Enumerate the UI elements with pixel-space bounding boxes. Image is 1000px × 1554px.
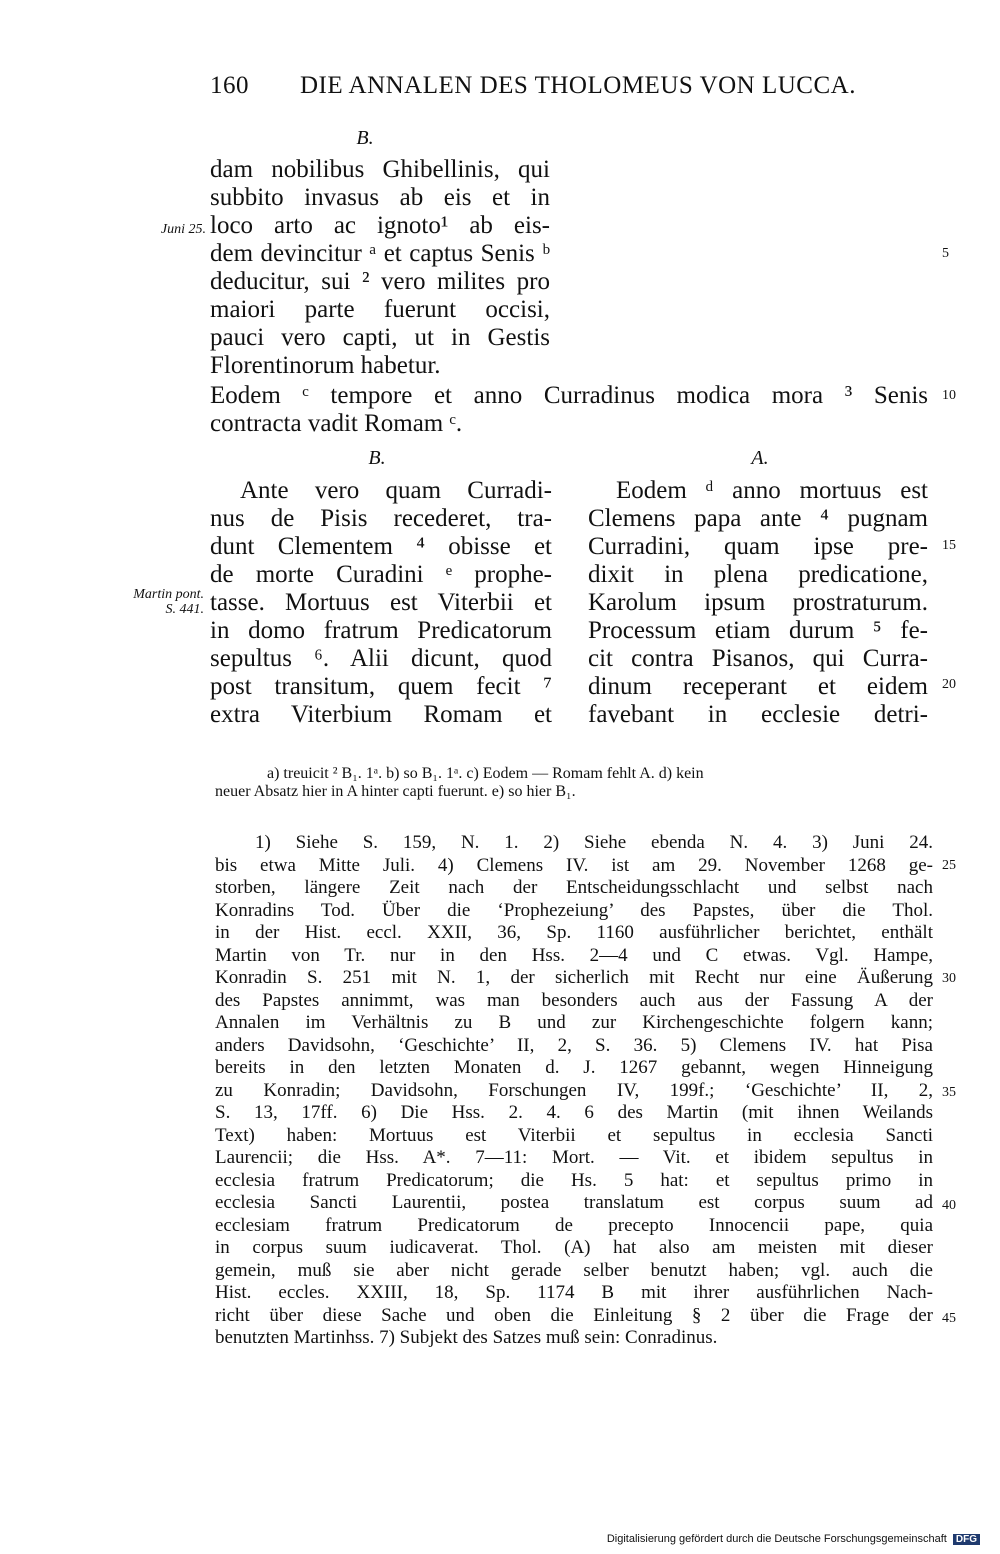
text-line: tasse. Mortuus est Viterbii et <box>210 589 552 616</box>
text-line: dem devincitur ᵃ et captus Senis ᵇ <box>210 240 550 267</box>
footnote-line: Konradin S. 251 mit N. 1, der sicherlich mit Recht nur eine Äußerung <box>215 967 933 988</box>
text-line: dixit in plena predicatione, <box>588 561 928 588</box>
text-line: Clemens papa ante ⁴ pugnam <box>588 505 928 532</box>
footnote-line: ecclesia fratrum Predicatorum; die Hs. 5 hat: et sepultus primo in <box>215 1169 933 1191</box>
footnote-line: gemein, muß sie aber nicht gerade selber benutzt haben; vgl. auch die <box>215 1259 933 1281</box>
margin-note-line: S. 441. <box>165 602 204 617</box>
text-line: sepultus ⁶. Alii dicunt, quod <box>210 645 552 672</box>
line-number: 20 <box>942 677 956 692</box>
column-label-b: B. <box>368 447 386 469</box>
footnote-line: 1) Siehe S. 159, N. 1. 2) Siehe ebenda N. 4. 3) Juni 24. <box>255 832 933 853</box>
text-line: Karolum ipsum prostraturum. <box>588 589 928 616</box>
text-line: Curradini, quam ipse pre- <box>588 533 928 560</box>
footnote-line: bereits in den letzten Monaten d. J. 1267 gebannt, wegen Hinneigung <box>215 1057 933 1078</box>
footnote-line: benutzten Martinhss. 7) Subjekt des Satzes muß sein: Conradinus. <box>215 1327 718 1348</box>
dfg-logo: DFG <box>953 1534 980 1545</box>
footnote-line: Hist. eccles. XXIII, 18, Sp. 1174 B mit ihrer ausführlichen Nach- <box>215 1282 933 1303</box>
footnote-line: Laurencii; die Hss. A*. 7—11: Mort. — Vit. et ibidem sepultus in <box>215 1147 933 1168</box>
footnote-line: bis etwa Mitte Juli. 4) Clemens IV. ist am 29. November 1268 ge- <box>215 854 933 876</box>
page-number: 160 <box>210 72 249 99</box>
text-line: deducitur, sui ² vero milites pro <box>210 268 550 295</box>
text-line: post transitum, quem fecit ⁷ <box>210 673 552 700</box>
footer-text: Digitalisierung gefördert durch die Deutsche Forschungsgemeinschaft <box>606 1533 947 1545</box>
text-line: Eodem ᵈ anno mortuus est <box>616 477 928 504</box>
text-line: extra Viterbium Romam et <box>210 701 552 728</box>
footnote-line: Annalen im Verhältnis zu B und zur Kirchengeschichte folgern kann; <box>215 1012 933 1033</box>
footnote-line: zu Konradin; Davidsohn, Forschungen IV, 199f.; ‘Geschichte’ II, 2, <box>215 1079 933 1101</box>
text-line: favebant in ecclesie detri- <box>588 701 928 728</box>
column-b <box>210 477 552 729</box>
text-line: maiori parte fuerunt occisi, <box>210 296 550 323</box>
margin-note-martin <box>90 587 204 617</box>
text-line: Florentinorum habetur. <box>210 352 441 379</box>
footnote-line: des Papstes annimmt, was man besonders auch aus der Fassung A der <box>215 989 933 1011</box>
text-line: Processum etiam durum ⁵ fe- <box>588 617 928 644</box>
footnote-line: in der Hist. eccl. XXII, 36, Sp. 1160 ausführlicher berichtet, enthält <box>215 922 933 943</box>
text-line: cit contra Pisanos, qui Curra- <box>588 645 928 672</box>
critical-apparatus <box>215 765 930 801</box>
full-width-text <box>210 382 928 438</box>
digitization-footer <box>607 1533 980 1545</box>
text-line: dunt Clementem ⁴ obisse et <box>210 533 552 560</box>
line-number: 15 <box>942 538 956 553</box>
text-line: loco arto ac ignoto¹ ab eis- <box>210 212 550 239</box>
text-line: pauci vero capti, ut in Gestis <box>210 324 550 351</box>
text-line: subbito invasus ab eis et in <box>210 184 550 211</box>
footnote-line: S. 13, 17ff. 6) Die Hss. 2. 4. 6 des Martin (mit ihnen Weilands <box>215 1102 933 1123</box>
text-line: Eodem ᶜ tempore et anno Curradinus modica mora ³ Senis <box>210 382 928 409</box>
margin-note-date: Juni 25. <box>160 222 206 237</box>
text-line: contracta vadit Romam ᶜ. <box>210 410 463 437</box>
running-head: DIE ANNALEN DES THOLOMEUS VON LUCCA. <box>300 72 856 99</box>
column-a <box>588 477 928 729</box>
footnote-line: Martin von Tr. nur in den Hss. 2—4 und C etwas. Vgl. Hampe, <box>215 944 933 966</box>
text-line: de morte Curadini ᵉ prophe- <box>210 561 552 588</box>
text-line: Ante vero quam Curradi- <box>240 477 552 504</box>
footnote-line: Konradins Tod. Über die ‘Prophezeiung’ des Papstes, über die Thol. <box>215 899 933 921</box>
line-number: 5 <box>942 246 949 261</box>
footnote-line: storben, längere Zeit nach der Entscheidungsschlacht und selbst nach <box>215 877 933 898</box>
footnote-line: Text) haben: Mortuus est Viterbii et sepultus in ecclesia Sancti <box>215 1124 933 1146</box>
line-number: 35 <box>942 1085 956 1100</box>
text-line: dam nobilibus Ghibellinis, qui <box>210 156 550 183</box>
footnotes <box>215 832 933 1350</box>
footnote-line: ecclesia Sancti Laurentii, postea translatum est corpus suum ad <box>215 1192 933 1213</box>
footnote-line: anders Davidsohn, ‘Geschichte’ II, 2, S. 36. 5) Clemens IV. hat Pisa <box>215 1034 933 1056</box>
apparatus-line: a) treuicit ² B₁. 1ᵃ. b) so B₁. 1ᵃ. c) Eodem — Romam fehlt A. d) kein <box>267 765 704 782</box>
upper-b-text <box>210 156 550 380</box>
footnote-line: ecclesiam fratrum Predicatorum de precepto Innocencii pape, quia <box>215 1214 933 1236</box>
line-number: 45 <box>942 1311 956 1326</box>
margin-note-line: Martin pont. <box>133 587 204 602</box>
text-line: nus de Pisis recederet, tra- <box>210 505 552 532</box>
line-number: 25 <box>942 858 956 873</box>
footnote-line: richt über diese Sache und oben die Einleitung § 2 über die Frage der <box>215 1304 933 1326</box>
text-line: in domo fratrum Predicatorum <box>210 617 552 644</box>
section-label-b: B. <box>356 127 374 149</box>
column-label-a: A. <box>751 447 769 469</box>
text-line: dinum receperant et eidem <box>588 673 928 700</box>
line-number: 30 <box>942 971 956 986</box>
line-number: 40 <box>942 1198 956 1213</box>
footnote-line: in corpus suum iudicaverat. Thol. (A) hat also am meisten mit dieser <box>215 1237 933 1258</box>
apparatus-line: neuer Absatz hier in A hinter capti fuerunt. e) so hier B₁. <box>215 783 576 800</box>
line-number: 10 <box>942 388 956 403</box>
